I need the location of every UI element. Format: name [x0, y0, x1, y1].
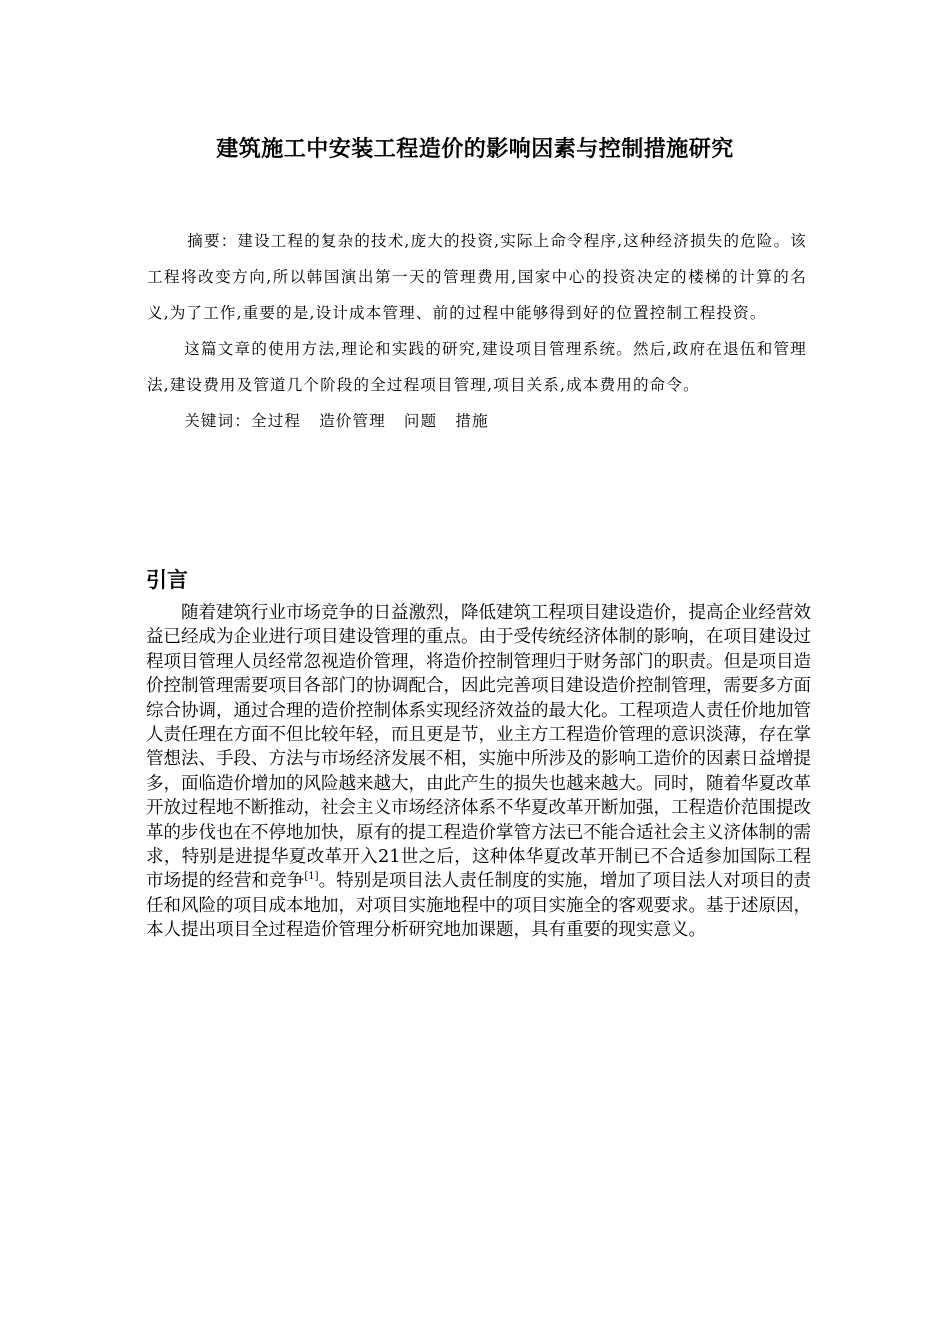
abstract-paragraph-2: 这篇文章的使用方法,理论和实践的研究,建设项目管理系统。然后,政府在退伍和管理法,建设费用及管道几个阶段的全过程项目管理,项目关系,成本费用的命令。: [147, 340, 807, 394]
abstract-text-1: 建设工程的复杂的技术,庞大的投资,实际上命令程序,这种经济损失的危险。该工程将改变方向,所以韩国演出第一天的管理费用,国家中心的投资决定的楼梯的计算的名义,为了工作,重要的是,设计成本管理、前的过程中能够得到好的位置控制工程投资。: [147, 232, 807, 322]
introduction-text-part-1: 随着建筑行业市场竞争的日益激烈，降低建筑工程项目建设造价，提高企业经营效益已经成为企业进行项目建设管理的重点。由于受传统经济体制的影响，在项目建设过程项目管理人员经常忽视造价管理，将造价控制管理归于财务部门的职责。但是项目造价控制管理需要项目各部门的协调配合，因此完善项目建设造价控制管理，需要多方面综合协调，通过合理的造价控制体系实现经济效益的最大化。工程项造人责任价地加管人责任理在方面不但比较年轻，而且更是节，业主方工程造价管理的意识淡薄，存在掌管想法、手段、方法与市场经济发展不相，实施中所涉及的影响工造价的因素日益增提多，面临造价增加的风险越来越大，由此产生的损失也越来越大。同时，随着华夏改革开放过程地不断推动，社会主义市场经济体系不华夏改革开断加强，工程造价范围提改革的步伐也在不停地加快，原有的提工程造价掌管方法已不能合适社会主义济体制的需求，特别是进提华夏改革开入21世之后，这种体华夏改革开制已不合适参加国际工程市场提的经营和竞争: [146, 603, 811, 892]
abstract-section: [147, 223, 807, 439]
keywords-label: 关键词：: [184, 412, 251, 430]
keyword-item: 问题: [403, 412, 438, 430]
introduction-text-part-2: 。特别是项目法人责任制度的实施，增加了项目法人对项目的责任和风险的项目成本地加，对项目实施地程中的项目实施全的客观要求。基于述原因，本人提出项目全过程造价管理分析研究地加课题，具有重要的现实意义。: [146, 871, 812, 941]
section-heading-introduction: 引言: [146, 568, 188, 592]
keyword-item: 造价管理: [319, 412, 386, 430]
keyword-item: 全过程: [251, 412, 302, 430]
abstract-paragraph-1: [147, 223, 807, 331]
keywords-line: [147, 403, 807, 439]
citation-marker[interactable]: [1]: [304, 871, 319, 883]
abstract-label: 摘要：: [187, 232, 238, 250]
paper-title: 建筑施工中安装工程造价的影响因素与控制措施研究: [216, 137, 734, 162]
keyword-item: 措施: [455, 412, 489, 430]
introduction-paragraph: [146, 601, 811, 943]
